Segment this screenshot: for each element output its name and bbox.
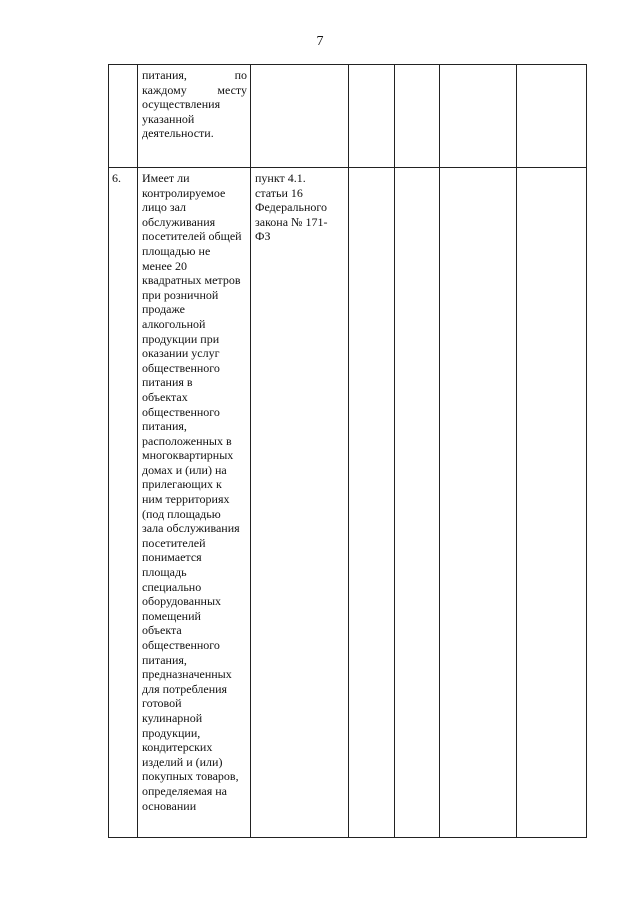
question-line: деятельности. [142,126,214,141]
question-line: питания, [142,419,187,434]
question-line: обслуживания [142,214,216,229]
question-line: помещений [142,608,201,623]
question-line: алкогольной [142,316,206,331]
question-line: осуществления [142,97,221,112]
question-line: питания в [142,375,193,390]
question-line: каждому месту [142,82,247,97]
empty-cell [395,168,440,838]
question-line: общественного [142,638,220,652]
question-line: общественного [142,360,220,375]
question-line: ним территориях [142,492,230,507]
question-line: лицо зал [142,200,186,215]
question-line: менее 20 [142,258,187,273]
question-cell [138,65,251,168]
question-line: квадратных метров [142,273,241,288]
question-line: кондитерских [142,740,213,755]
requirement-line: статьи 16 [255,185,303,200]
question-line: продукции при [142,331,220,346]
empty-cell [440,65,517,168]
table-row [109,168,587,838]
question-line: площадью не [142,243,211,258]
question-line: питания, по [142,68,247,82]
question-line: площадь [142,565,187,580]
question-line: понимается [142,550,202,565]
question-line: зала обслуживания [142,521,240,536]
question-line: изделий и (или) [142,754,223,769]
question-line: объектах [142,389,188,404]
question-line: кулинарной [142,710,203,725]
question-line: оборудованных [142,594,222,609]
question-line: продукции, [142,725,201,740]
question-line: определяемая на [142,783,227,798]
table-row [109,65,587,168]
question-line: продаже [142,302,185,317]
empty-cell [349,65,395,168]
question-line: при розничной [142,287,219,302]
requirement-line: закона № 171- [255,214,328,229]
question-line: Имеет ли [142,171,190,185]
question-line: объекта [142,623,182,638]
question-line: указанной [142,111,195,126]
empty-cell [517,65,587,168]
question-line: покупных товаров, [142,769,239,784]
requirement-cell [251,65,349,168]
empty-cell [440,168,517,838]
question-cell [138,168,251,838]
question-line: многоквартирных [142,448,234,463]
question-line: общественного [142,404,220,419]
row-number-cell [109,65,138,168]
question-line: (под площадью [142,506,221,521]
question-line: готовой [142,696,182,711]
empty-cell [517,168,587,838]
question-line: питания, [142,652,187,667]
question-line: посетителей общей [142,229,242,244]
requirement-line: Федерального [255,200,328,215]
question-line: расположенных в [142,433,232,448]
question-line: оказании услуг [142,346,220,361]
question-line: прилегающих к [142,477,222,492]
page-number: 7 [316,34,324,49]
requirement-cell [251,168,349,838]
question-line: специально [142,579,202,594]
question-line: контролируемое [142,185,226,200]
question-line: для потребления [142,681,228,696]
empty-cell [395,65,440,168]
requirement-line: ФЗ [255,229,271,244]
checklist-table [108,64,587,838]
question-line: посетителей [142,535,206,550]
empty-cell [349,168,395,838]
question-line: домах и (или) на [142,462,227,477]
requirement-line: пункт 4.1. [255,171,306,185]
question-line: основании [142,798,197,813]
question-line: предназначенных [142,667,232,682]
row-number-cell: 6. [109,168,138,838]
